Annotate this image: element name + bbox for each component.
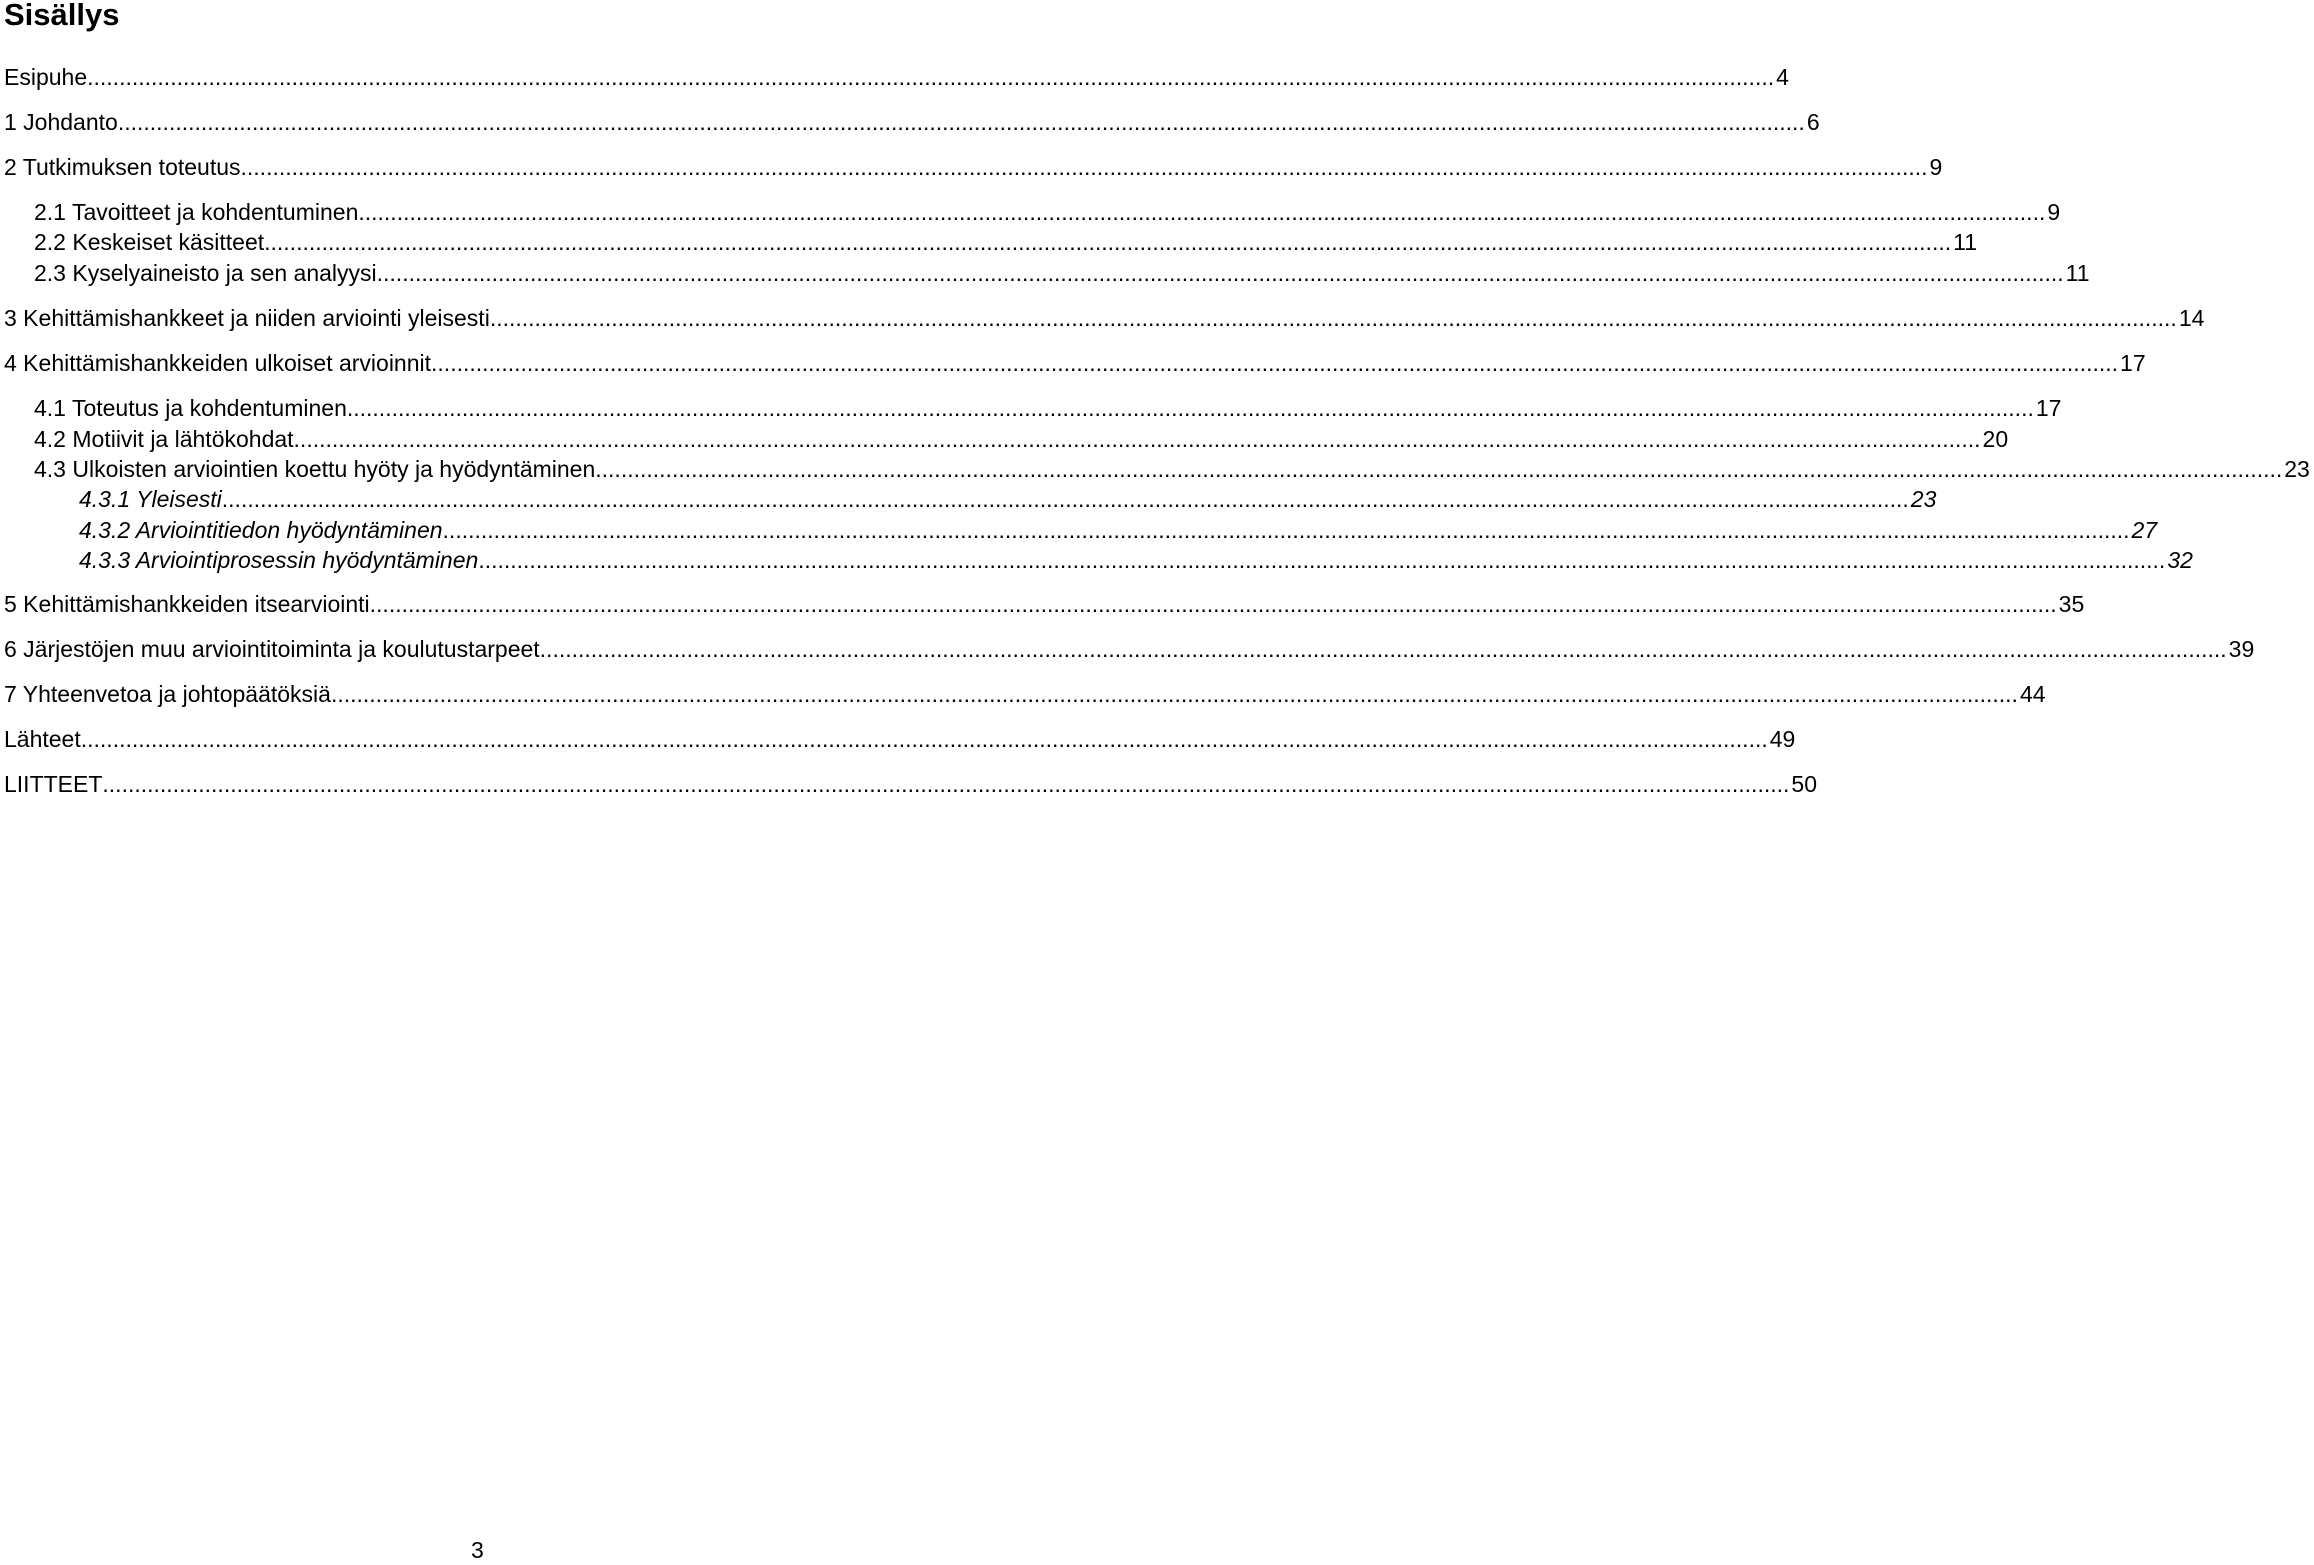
toc-entry-page: 49	[1769, 726, 1796, 752]
toc-entry-page: 9	[2047, 199, 2061, 225]
toc-leader-dots	[118, 107, 1805, 137]
toc-entry-title: 4.3.1 Yleisesti	[79, 486, 222, 512]
toc-leader-dots	[347, 393, 2034, 423]
toc-entry-title: 2.1 Tavoitteet ja kohdentuminen	[34, 199, 359, 225]
toc-entry-title: 4.2 Motiivit ja lähtökohdat	[34, 426, 294, 452]
toc-entry-title: Lähteet	[4, 726, 81, 752]
toc-leader-dots	[81, 724, 1768, 754]
page-title: Sisällys	[4, 0, 120, 32]
toc-entry-page: 14	[2178, 305, 2205, 331]
toc-entry[interactable]	[0, 484, 1937, 514]
toc-entry[interactable]	[0, 107, 1820, 137]
toc-entry[interactable]	[0, 454, 2310, 484]
toc-entry[interactable]	[0, 545, 2193, 575]
toc-leader-dots	[431, 348, 2118, 378]
toc-entry-title: 2 Tutkimuksen toteutus	[4, 154, 241, 180]
toc-entry-page: 6	[1806, 109, 1820, 135]
toc-entry[interactable]	[0, 258, 2090, 288]
toc-leader-dots	[540, 634, 2227, 664]
toc-entry-page: 17	[2120, 350, 2146, 376]
toc-leader-dots	[264, 227, 1951, 257]
toc-leader-dots	[370, 589, 2057, 619]
toc-entry[interactable]	[0, 724, 1796, 754]
toc-entry-title: 2.3 Kyselyaineisto ja sen analyysi	[34, 260, 377, 286]
toc-entry[interactable]	[0, 769, 1817, 799]
toc-leader-dots	[294, 424, 1981, 454]
toc-entry-page: 4	[1776, 64, 1789, 90]
toc-entry-page: 17	[2035, 395, 2062, 421]
toc-entry-page: 44	[2019, 681, 2046, 707]
toc-entry-page: 32	[2167, 547, 2193, 573]
toc-leader-dots	[490, 303, 2177, 333]
toc-leader-dots	[358, 197, 2045, 227]
toc-entry-page: 35	[2058, 591, 2085, 617]
toc-entry-title: 5 Kehittämishankkeiden itsearviointi	[4, 591, 370, 617]
toc-leader-dots	[87, 62, 1774, 92]
toc-entry-title: 4.3.3 Arviointiprosessin hyödyntäminen	[79, 547, 479, 573]
page-number-text: 3	[471, 1537, 484, 1563]
toc-entry-title: 4.1 Toteutus ja kohdentuminen	[34, 395, 347, 421]
toc-entry-title: LIITTEET	[4, 771, 103, 797]
toc-entry-page: 23	[2284, 456, 2310, 482]
toc-leader-dots	[331, 679, 2018, 709]
toc-entry-title: 4.3.2 Arviointitiedon hyödyntäminen	[79, 517, 443, 543]
toc-entry[interactable]	[0, 515, 2158, 545]
toc-entry[interactable]	[0, 589, 2085, 619]
toc-entry-title: 1 Johdanto	[4, 109, 118, 135]
toc-leader-dots	[241, 152, 1928, 182]
toc-leader-dots	[443, 515, 2130, 545]
toc-entry-page: 50	[1791, 771, 1817, 797]
toc-entry-title: Esipuhe	[4, 64, 88, 90]
toc-entry[interactable]	[0, 152, 1943, 182]
toc-entry-page: 39	[2228, 636, 2255, 662]
toc-entry[interactable]	[0, 348, 2146, 378]
toc-leader-dots	[102, 769, 1789, 799]
toc-entry[interactable]	[0, 634, 2255, 664]
toc-entry-title: 4.3 Ulkoisten arviointien koettu hyöty ja hyödyntäminen	[34, 456, 596, 482]
toc-entry-title: 3 Kehittämishankkeet ja niiden arviointi yleisesti	[4, 305, 490, 331]
toc-leader-dots	[478, 545, 2165, 575]
toc-entry[interactable]	[0, 197, 2061, 227]
toc-entry-page: 20	[1982, 426, 2009, 452]
toc-entry-page: 27	[2131, 517, 2158, 543]
toc-entry-page: 11	[1953, 229, 1978, 255]
toc-entry[interactable]	[0, 424, 2009, 454]
toc-entry[interactable]	[0, 679, 2046, 709]
toc-entry-title: 7 Yhteenvetoa ja johtopäätöksiä	[4, 681, 331, 707]
toc-entry-title: 6 Järjestöjen muu arviointitoiminta ja koulutustarpeet	[4, 636, 540, 662]
toc-entry[interactable]	[0, 62, 1789, 92]
toc-entry-page: 11	[2065, 260, 2090, 286]
toc-entry-page: 9	[1929, 154, 1943, 180]
toc-leader-dots	[595, 454, 2282, 484]
toc-entry-page: 23	[1910, 486, 1937, 512]
toc-entry[interactable]	[0, 393, 2062, 423]
toc-entry[interactable]	[0, 303, 2205, 333]
toc-entry-title: 2.2 Keskeiset käsitteet	[34, 229, 265, 255]
toc-leader-dots	[377, 258, 2064, 288]
toc-entry[interactable]	[0, 227, 1978, 257]
toc-leader-dots	[222, 484, 1909, 514]
toc-entry-title: 4 Kehittämishankkeiden ulkoiset arvioinnit	[4, 350, 432, 376]
